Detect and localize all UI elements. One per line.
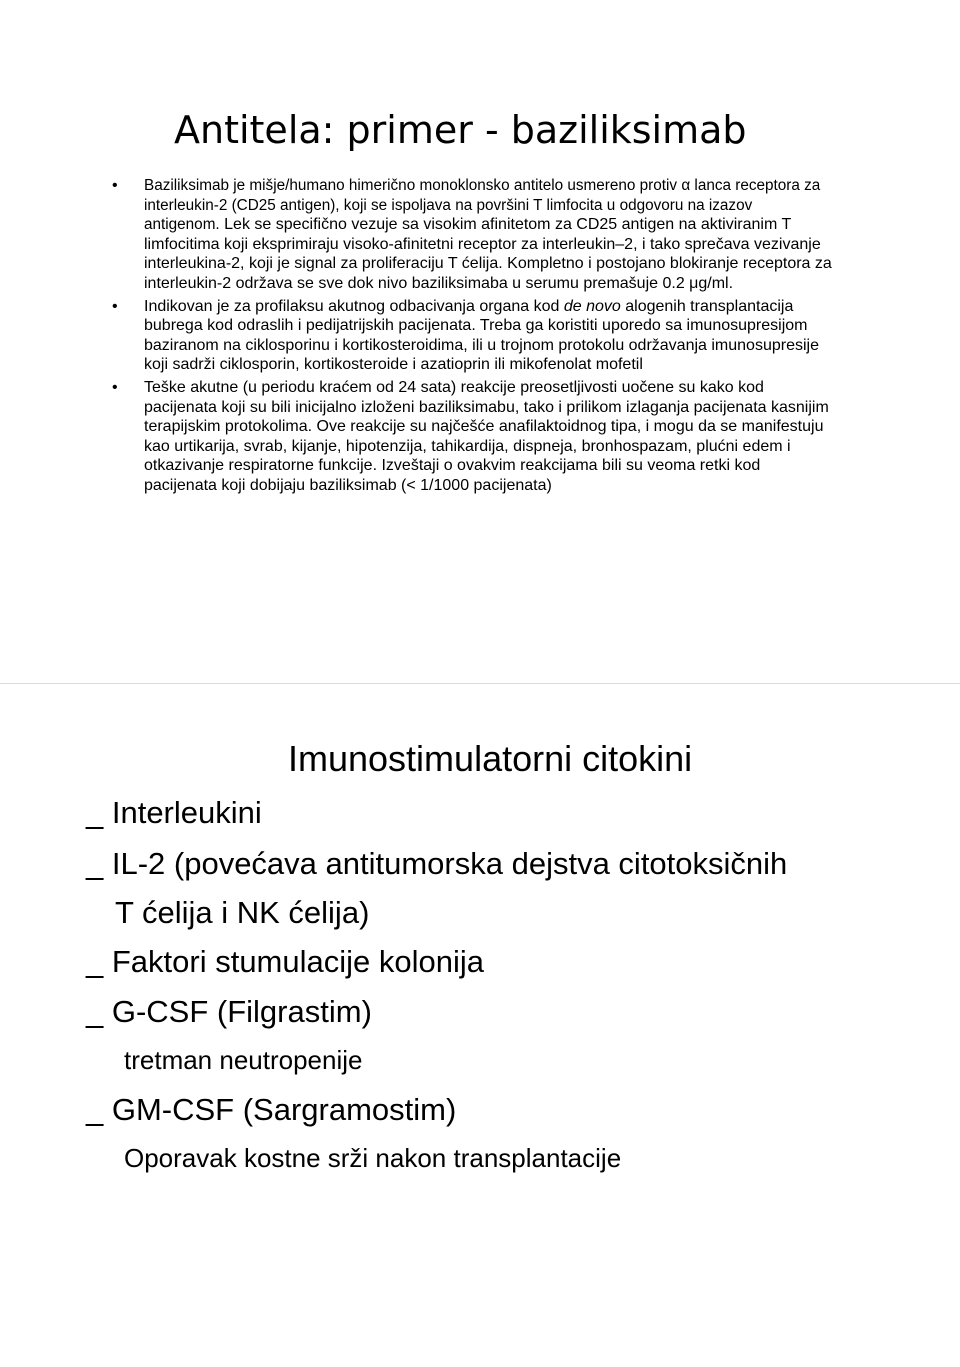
line-il-2: _ IL-2 (povećava antitumorska dejstva citotoksičnih	[86, 846, 788, 881]
slide-2	[0, 684, 960, 1367]
slide-1-title: Antitela: primer - baziliksimab	[174, 108, 747, 152]
bullet-item-1	[112, 176, 832, 294]
bullet-1-part-1: Baziliksimab je mišje/humano himerično monoklonsko antitelo usmereno protiv α lanca receptora za interleukin-2 (CD25 antigen), koji se ispoljava na površini T limfocita u odgovoru na izazov antigenom.	[144, 177, 821, 234]
line-faktori-stimulacije: _ Faktori stumulacije kolonija	[86, 944, 485, 979]
slide-2-title: Imunostimulatorni citokini	[288, 738, 693, 779]
bullet-2-part-2: alogenih transplantacija bubrega kod odraslih i pedijatrijskih pacijenata.	[144, 297, 794, 335]
bullet-icon: •	[112, 378, 118, 396]
line-g-csf: _ G-CSF (Filgrastim)	[86, 994, 372, 1029]
bullet-1-part-2: Lek se specifično vezuje sa visokim afinitetom za CD25 antigen na aktiviranim T limfocitima koji eksprimiraju visoko-afinitetni receptor za interleukin–2, i tako sprečava vezivanje interleukina-2, koji je signal za proliferaciju T ćelija.	[144, 216, 821, 273]
bullet-icon: •	[112, 297, 118, 315]
bullet-icon: •	[112, 177, 118, 194]
bullet-3-text	[144, 378, 832, 496]
bullet-2-part-3: Treba ga koristiti uporedo sa imunosupresijom baziranom na ciklosporinu i kortikosteroidima, ili u trojnom protokolu održavanja imunosupresije koji sadrži ciklosporin, kortikosteroide i azatioprin ili mikofenolat mofetil	[144, 317, 819, 374]
bullet-item-3	[112, 378, 832, 496]
bullet-1-part-3: Kompletno i postojano blokiranje receptora za interleukin-2 održava se sve dok nivo baziliksimaba u serumu premašuje 0.2 μg/ml.	[144, 255, 832, 292]
bullet-3-part-2: Ove reakcije su najčešće anafilaktoidnog tipa, i mogu da se manifestuju kao urtikarija, svrab, kijanje, hipotenzija, tahikardija, dispneja, bronhospazam, plućni edem i otkazivanje respiratorne funkcije.	[144, 418, 824, 475]
line-g-csf-note: tretman neutropenije	[124, 1045, 363, 1075]
bullet-3-part-1: Teške akutne (u periodu kraćem od 24 sata) reakcije preosetljivosti uočene su kako kod pacijenata koji su bili inicijalno izloženi baziliksimabu, tako i prilikom izlaganja pacijenata kasnijim terapijskim protokolima.	[144, 378, 829, 436]
bullet-1-text	[144, 176, 832, 294]
bullet-2-text	[144, 297, 832, 375]
bullet-2-part-1: Indikovan je za profilaksu akutnog odbacivanja organa kod	[144, 297, 560, 315]
line-gm-csf: _ GM-CSF (Sargramostim)	[86, 1092, 457, 1127]
bullet-item-2	[112, 297, 832, 375]
line-interleukini: _ Interleukini	[86, 795, 262, 830]
bullet-3-part-3: Izveštaji o ovakvim reakcijama bili su veoma retki kod pacijenata koji dobijaju baziliksimab (< 1/1000 pacijenata)	[144, 457, 761, 494]
line-il-2-continued: T ćelija i NK ćelija)	[115, 895, 370, 930]
bullet-2-italic: de novo	[563, 297, 621, 315]
bullet-list	[112, 176, 832, 499]
line-gm-csf-note: Oporavak kostne srži nakon transplantacije	[124, 1143, 622, 1173]
